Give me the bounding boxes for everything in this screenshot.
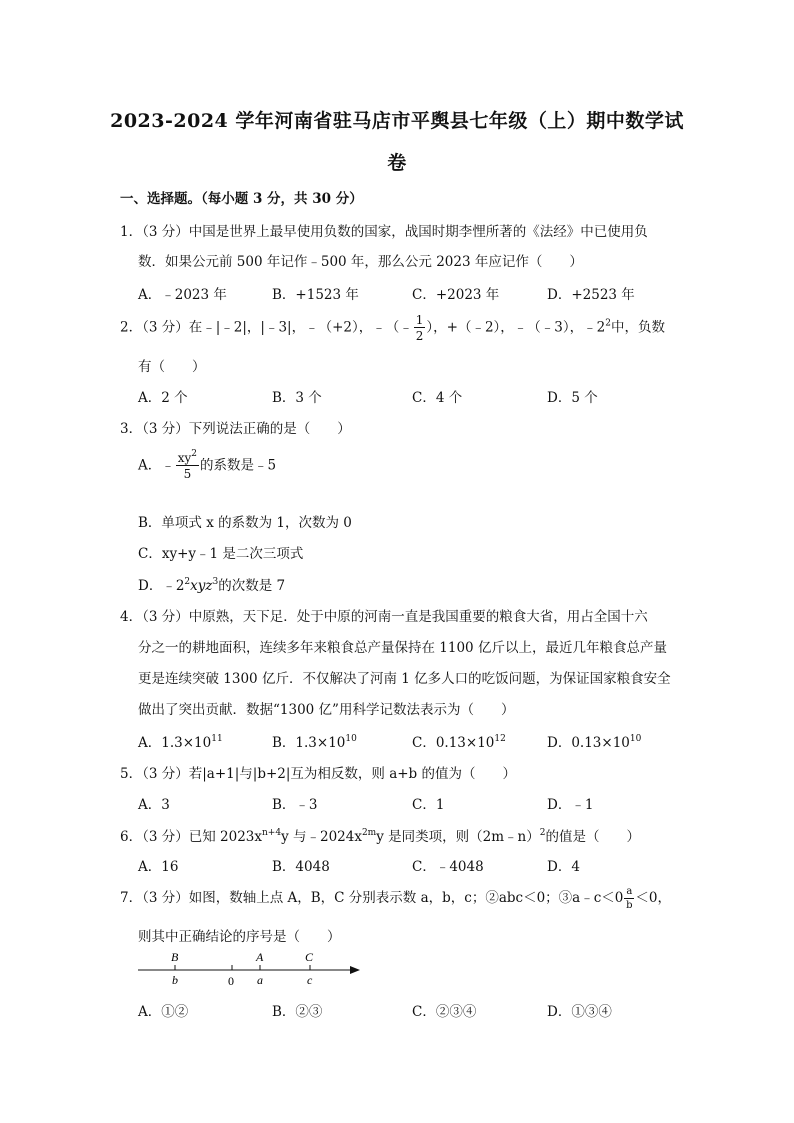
label-zero: 0 <box>228 974 234 988</box>
q2-stem-line1 <box>120 314 665 342</box>
q4-d-base: D．0.13×10 <box>547 735 630 751</box>
number-line-diagram <box>138 948 368 992</box>
q4-stem-line4: 做出了突出贡献．数据“1300 亿”用科学记数法表示为（ ） <box>138 702 515 718</box>
q3-a-num-text: xy <box>177 451 192 465</box>
q7-stem-line2: 则其中正确结论的序号是（ ） <box>138 929 341 945</box>
q3-d-mid: xyz <box>190 578 213 594</box>
q1-stem-line2: 数．如果公元前 500 年记作﹣500 年，那么公元 2023 年应记作（ ） <box>138 254 583 270</box>
q3-option-c: C．xy+y﹣1 是二次三项式 <box>138 546 304 562</box>
q5-option-d: D．﹣1 <box>547 797 594 813</box>
q6-option-c: C．﹣4048 <box>412 859 484 875</box>
q4-stem-line2: 分之一的耕地面积，连续多年来粮食总产量保持在 1100 亿斤以上，最近几年粮食总产量 <box>138 640 667 656</box>
label-point-c: C <box>305 950 314 964</box>
q7-part2: ＜0， <box>635 890 671 906</box>
q6-sup2: 2m <box>361 828 377 838</box>
q3-d-prefix: D．﹣2 <box>138 578 185 594</box>
q2-frac-num: 1 <box>415 313 424 327</box>
q3-a-suffix: 的系数是﹣5 <box>200 457 277 474</box>
q3-d-suffix: 的次数是 7 <box>218 578 286 594</box>
q5-option-a: A．3 <box>138 797 170 813</box>
q3-a-num <box>176 449 199 466</box>
q3-a-fraction <box>176 449 199 481</box>
q3-a-num-sup: 2 <box>191 449 198 459</box>
q2-prefix: 2．（3 分）在﹣|﹣2|，|﹣3|，﹣（+2），﹣（﹣ <box>120 319 413 336</box>
q7-option-b: B．②③ <box>272 1004 323 1020</box>
q3-option-b: B．单项式 x 的系数为 1，次数为 0 <box>138 515 352 531</box>
q3-a-prefix: A．﹣ <box>138 457 175 474</box>
q2-frac-den: 2 <box>415 329 424 343</box>
q6-option-d: D．4 <box>547 859 580 875</box>
q4-b-base: B．1.3×10 <box>272 735 346 751</box>
q1-option-b: B．+1523 年 <box>272 287 359 303</box>
q5-option-b: B．﹣3 <box>272 797 318 813</box>
q2-option-d: D．5 个 <box>547 390 598 406</box>
label-point-a: A <box>256 950 264 964</box>
q3-d-sup1: 2 <box>184 577 191 587</box>
q6-part4: 的值是（ ） <box>545 829 640 845</box>
q4-d-exp: 10 <box>629 734 642 744</box>
label-value-c: c <box>307 973 313 987</box>
q2-sup: 2 <box>605 318 611 329</box>
q2-option-a: A．2 个 <box>138 390 188 406</box>
q1-option-d: D．+2523 年 <box>547 287 635 303</box>
q1-stem-line1: 1．（3 分）中国是世界上最早使用负数的国家，战国时期李悝所著的《法经》中已使用负 <box>120 224 648 240</box>
q7-fraction <box>624 887 634 911</box>
q1-option-a: A．﹣2023 年 <box>138 287 227 303</box>
exam-title-line1: 2023-2024 学年河南省驻马店市平舆县七年级（上）期中数学试 <box>110 110 684 132</box>
q6-option-b: B．4048 <box>272 859 330 875</box>
q2-option-b: B．3 个 <box>272 390 322 406</box>
q3-stem: 3．（3 分）下列说法正确的是（ ） <box>120 421 351 437</box>
q4-a-exp: 11 <box>211 734 223 744</box>
q2-fraction <box>414 314 426 342</box>
q6-part1: 6．（3 分）已知 2023x <box>120 829 262 845</box>
q2-option-c: C．4 个 <box>412 390 463 406</box>
q4-a-base: A．1.3×10 <box>138 735 212 751</box>
q5-stem: 5．（3 分）若|a+1|与|b+2|互为相反数，则 a+b 的值为（ ） <box>120 766 516 782</box>
q6-part3: y 是同类项，则（2m﹣n） <box>376 829 540 845</box>
q4-option-b <box>272 731 357 751</box>
q7-frac-num: a <box>626 885 633 897</box>
q6-sup1: n+4 <box>261 828 282 838</box>
q2-suffix: 中，负数 <box>610 319 665 336</box>
q4-stem-line3: 更是连续突破 1300 亿斤．不仅解决了河南 1 亿多人口的吃饭问题，为保证国家粮食安全 <box>138 671 671 687</box>
q3-d-sup2: 3 <box>212 577 219 587</box>
label-value-a: a <box>257 973 263 987</box>
q4-c-exp: 12 <box>494 734 506 744</box>
q5-option-c: C．1 <box>412 797 445 813</box>
number-line-arrow-icon <box>350 966 360 974</box>
q7-stem-line1 <box>120 886 671 911</box>
q2-stem-line2: 有（ ） <box>138 359 206 375</box>
q4-c-base: C．0.13×10 <box>412 735 495 751</box>
q4-option-a <box>138 731 223 751</box>
q1-option-c: C．+2023 年 <box>412 287 500 303</box>
q7-option-c: C．②③④ <box>412 1004 477 1020</box>
q7-frac-den: b <box>626 899 633 911</box>
q4-stem-line1: 4．（3 分）中原熟，天下足．处于中原的河南一直是我国重要的粮食大省，用占全国十六 <box>120 609 648 625</box>
q6-sup3: 2 <box>539 828 546 838</box>
q6-part2: y 与﹣2024x <box>281 829 362 845</box>
q3-option-a <box>138 449 277 481</box>
q4-b-exp: 10 <box>345 734 357 744</box>
q3-a-den: 5 <box>183 467 192 481</box>
exam-title-line2: 卷 <box>387 152 407 174</box>
q6-option-a: A．16 <box>138 859 179 875</box>
label-point-b: B <box>171 950 179 964</box>
q7-option-d: D．①③④ <box>547 1004 612 1020</box>
q3-option-d <box>138 574 285 594</box>
q4-option-d <box>547 731 641 751</box>
section-heading: 一、选择题。（每小题 3 分，共 30 分） <box>120 191 363 207</box>
q7-option-a: A．①② <box>138 1004 189 1020</box>
label-value-b: b <box>172 973 178 987</box>
q4-option-c <box>412 731 506 751</box>
q2-mid: ），+（﹣2），﹣（﹣3），﹣2 <box>426 319 606 336</box>
q7-part1: 7．（3 分）如图，数轴上点 A，B，C 分别表示数 a，b，c；②abc＜0；③a﹣c＜0 <box>120 890 624 906</box>
q6-stem <box>120 825 640 845</box>
